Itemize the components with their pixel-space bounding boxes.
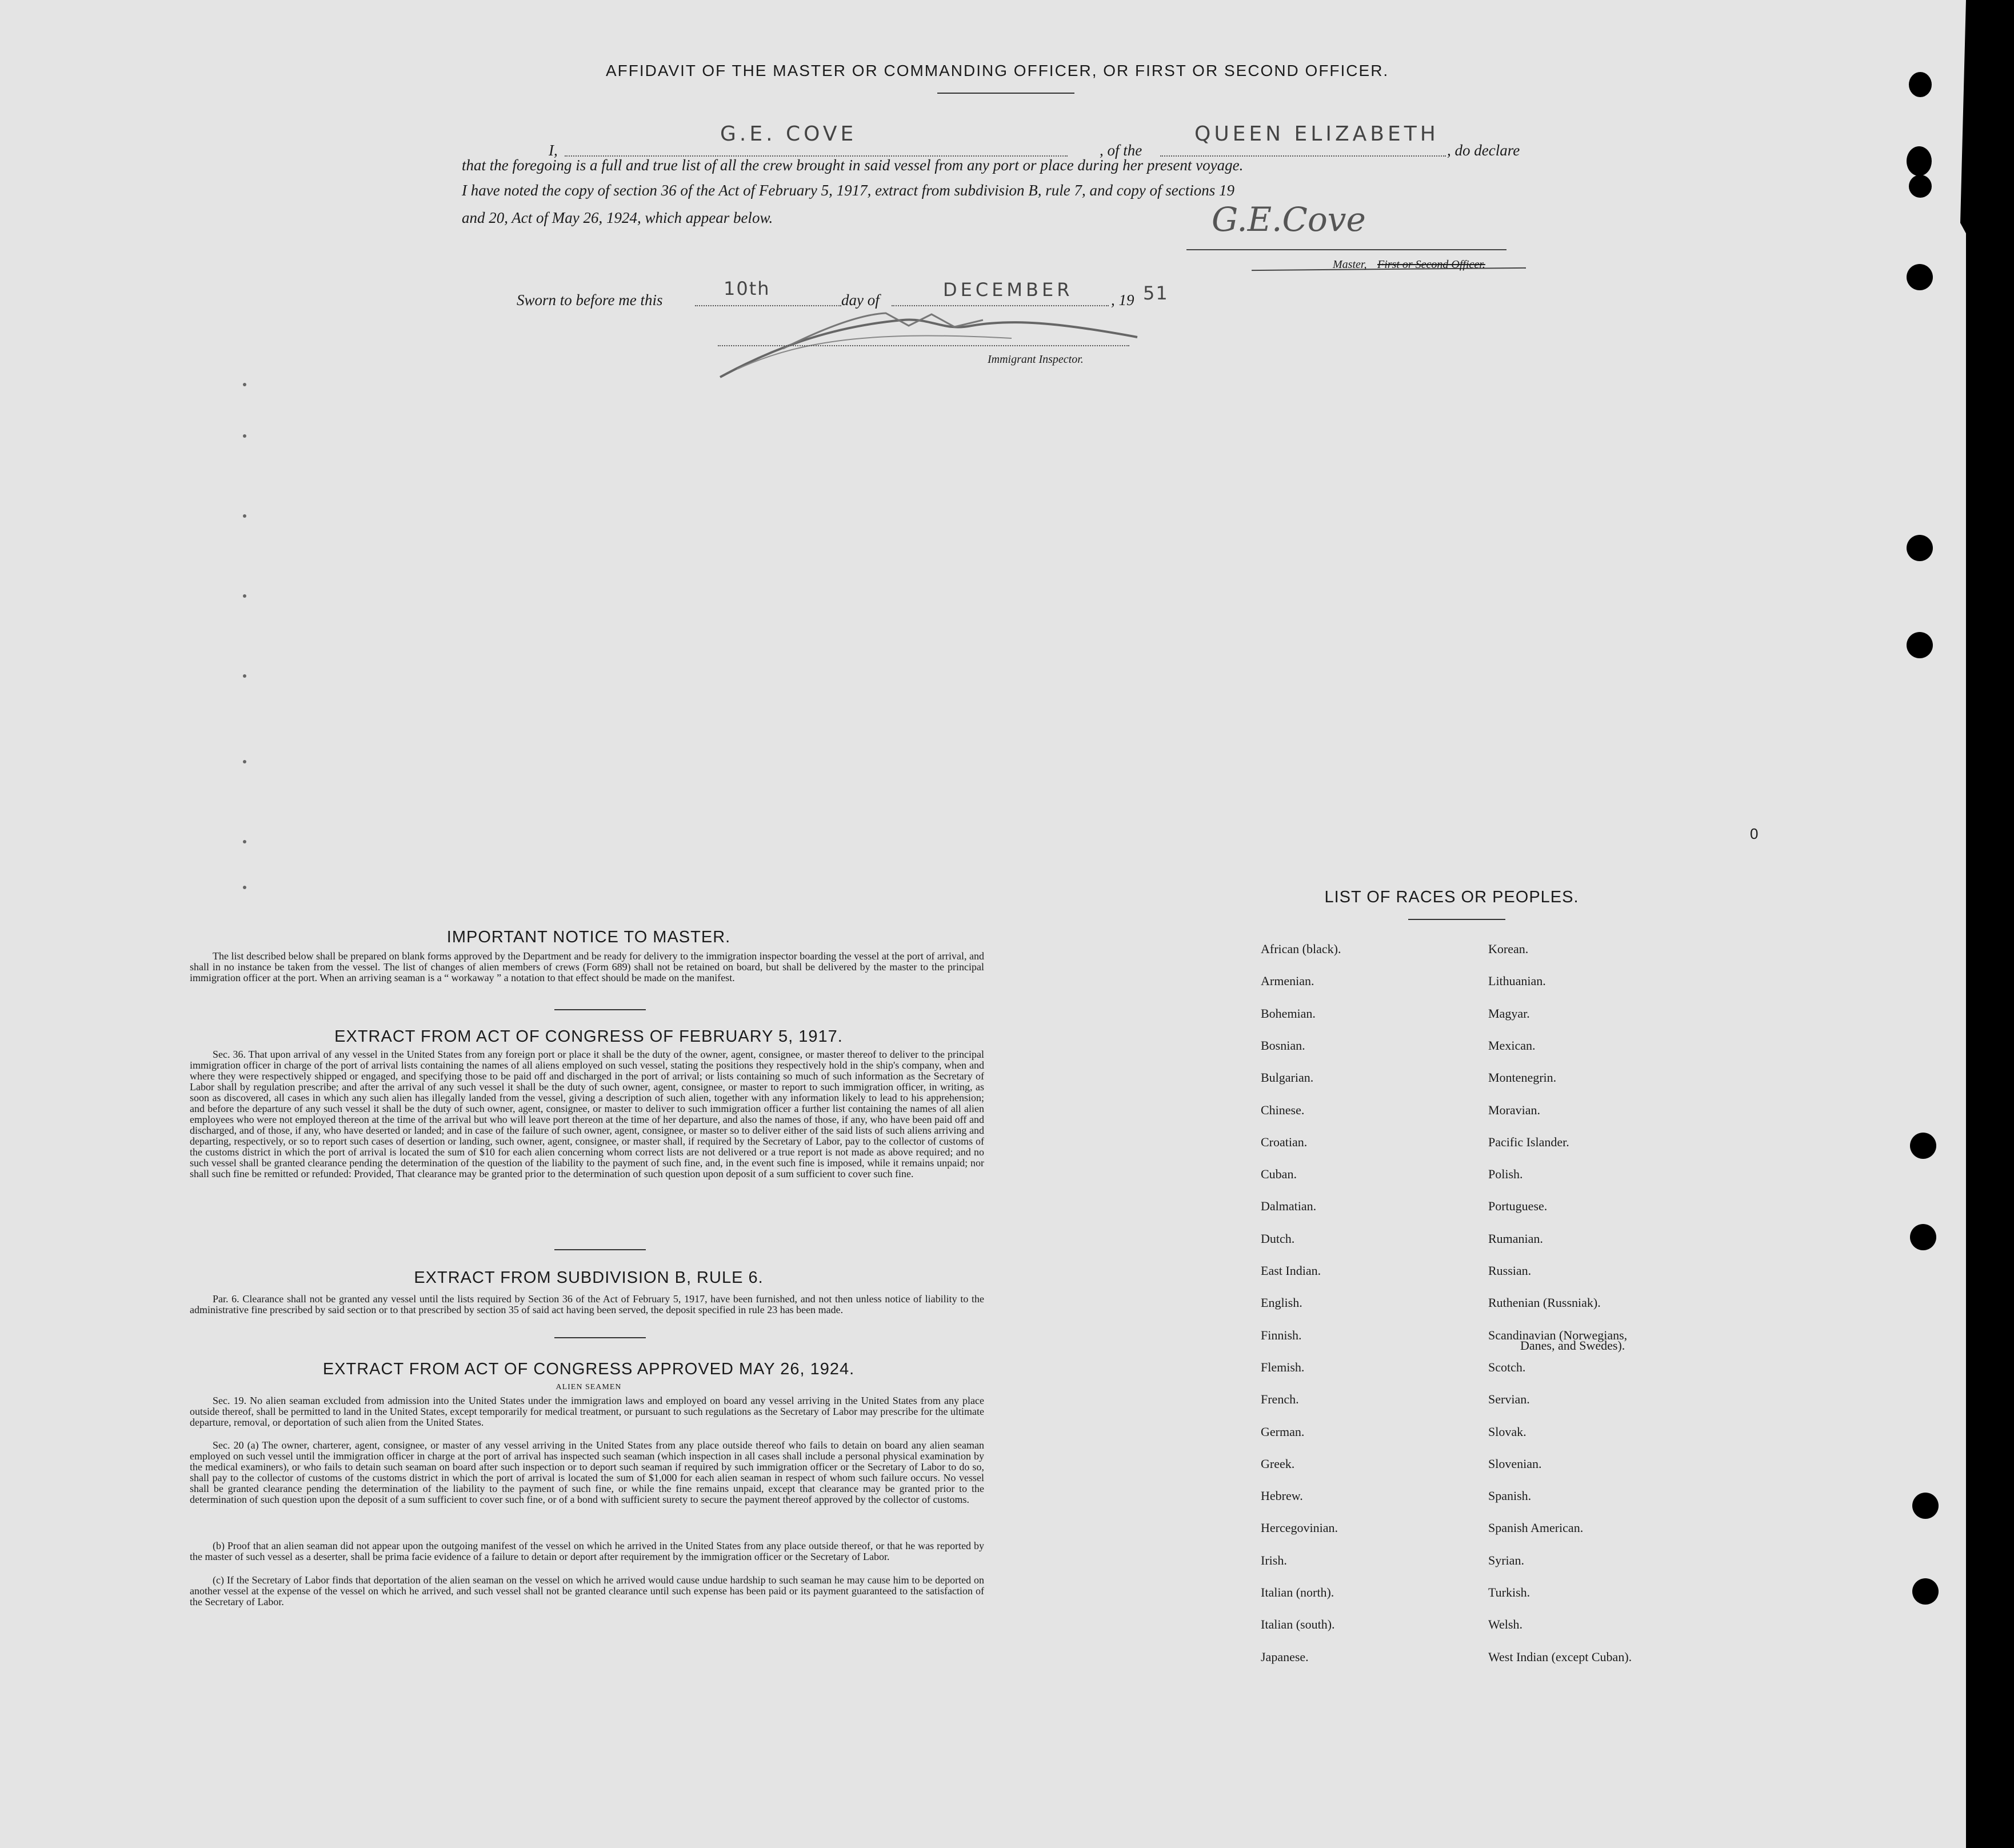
race-item: Moravian. bbox=[1488, 1102, 1541, 1117]
race-item: Dutch. bbox=[1261, 1231, 1295, 1246]
race-item: Dalmatian. bbox=[1261, 1199, 1317, 1214]
race-item: Korean. bbox=[1488, 942, 1529, 956]
sec-20b-text: (b) Proof that an alien seaman did not appear upon the outgoing manifest of the vessel on which he arrived in the United States from any place outside thereof, or that he was reported by the master of such vessel as a deserter, shall be prima facie evidence of a failure to detain or deport after requirement by the immigration officer or the Secretary of Labor. bbox=[190, 1540, 984, 1562]
race-item: Finnish. bbox=[1261, 1327, 1302, 1342]
race-item: Scotch. bbox=[1488, 1359, 1526, 1374]
punch-hole bbox=[1910, 1224, 1936, 1250]
race-item: Japanese. bbox=[1261, 1649, 1309, 1664]
races-title: LIST OF RACES OR PEOPLES. bbox=[1324, 888, 1579, 906]
year-field[interactable]: 51 bbox=[1143, 282, 1169, 304]
inspector-label: Immigrant Inspector. bbox=[988, 353, 1084, 366]
race-item: Chinese. bbox=[1261, 1102, 1305, 1117]
race-item: Russian. bbox=[1488, 1263, 1532, 1278]
sec-19-text: Sec. 19. No alien seaman excluded from admission into the United States under the immigration laws and employed on board any vessel arriving in the United States from any place outside thereof, shall be permitted to land in the United States, except temporarily for medical treatment, or pursuant to such regulations as the Secretary of Labor may prescribe for the ultimate departure, removal, or deportation of such alien from the United States. bbox=[190, 1395, 984, 1428]
race-item: Syrian. bbox=[1488, 1553, 1524, 1567]
sec-20a-text: Sec. 20 (a) The owner, charterer, agent, consignee, or master of any vessel arriving in the United States from any place outside thereof who fails to detain on board any alien seaman employed on such vessel until the immigration officer in charge at the port of arrival has inspected such seaman (which inspection in all cases shall include a personal physical examination by the medical examiners), or who fails to detain such seaman on board after such inspection or to deport such seaman if required by such immigration officer or the Secretary of Labor to do so, shall pay to the collector of customs of the customs district in which the port of arrival is located the sum of $1,000 for each alien seaman in respect of whom such failure occurs. No vessel shall be granted clearance pending the determination of the liability to the payment of such fine, or while the fine remains unpaid, except that clearance may be granted prior to the determination of such question upon the deposit of a sum sufficient to cover such fine, or of a bond with sufficient surety to secure the payment thereof approved by the collector of customs. bbox=[190, 1439, 984, 1505]
section-rule bbox=[554, 1337, 646, 1338]
day-of-label: day of bbox=[841, 291, 880, 309]
punch-hole bbox=[1907, 146, 1932, 176]
races-title-rule bbox=[1408, 919, 1505, 920]
race-item: Slovak. bbox=[1488, 1424, 1527, 1439]
i-label: I, bbox=[549, 142, 558, 159]
race-item: Hercegovinian. bbox=[1261, 1521, 1338, 1535]
vessel-name-field[interactable]: QUEEN ELIZABETH bbox=[1194, 122, 1439, 146]
race-item: Spanish. bbox=[1488, 1489, 1532, 1503]
sworn-label: Sworn to before me this bbox=[517, 291, 663, 309]
master-signature: G.E.Cove bbox=[1212, 200, 1366, 239]
inspector-line bbox=[718, 343, 1129, 346]
do-declare-label: , do declare bbox=[1447, 142, 1520, 159]
race-item: Mexican. bbox=[1488, 1038, 1536, 1053]
race-item: Croatian. bbox=[1261, 1134, 1308, 1149]
race-item: African (black). bbox=[1261, 942, 1341, 956]
margin-dot bbox=[243, 434, 246, 438]
race-item: Armenian. bbox=[1261, 974, 1314, 989]
race-item: Ruthenian (Russniak). bbox=[1488, 1295, 1601, 1310]
race-item: Turkish. bbox=[1488, 1585, 1531, 1599]
signature-line bbox=[1186, 249, 1506, 250]
race-item: Servian. bbox=[1488, 1392, 1530, 1407]
race-item: English. bbox=[1261, 1295, 1302, 1310]
race-item: Flemish. bbox=[1261, 1359, 1305, 1374]
race-item: Lithuanian. bbox=[1488, 974, 1546, 989]
sec-20c-text: (c) If the Secretary of Labor finds that deportation of the alien seaman on the vessel on which he arrived would cause undue hardship to such seaman he may cause him to be deported on another vessel at the expense of the vessel on which he arrived, and such vessel shall not be granted clearance until such expense has been paid or its payment guaranteed to the satisfaction of the Secretary of Labor. bbox=[190, 1574, 984, 1607]
affidavit-line-4: and 20, Act of May 26, 1924, which appear below. bbox=[462, 209, 773, 226]
race-item: Portuguese. bbox=[1488, 1199, 1548, 1214]
extract-1924-title: EXTRACT FROM ACT OF CONGRESS APPROVED MAY 26, 1924. bbox=[322, 1360, 855, 1378]
race-item: Cuban. bbox=[1261, 1167, 1297, 1182]
section-rule bbox=[554, 1249, 646, 1250]
master-name-field[interactable]: G.E. COVE bbox=[720, 122, 857, 146]
day-field[interactable]: 10th bbox=[724, 278, 770, 299]
race-item: Irish. bbox=[1261, 1553, 1287, 1567]
extract-1917-title: EXTRACT FROM ACT OF CONGRESS OF FEBRUARY 5, 1917. bbox=[334, 1027, 843, 1046]
punch-hole bbox=[1909, 72, 1932, 97]
affidavit-line-3: I have noted the copy of section 36 of the Act of February 5, 1917, extract from subdivision B, rule 7, and copy of sections 19 bbox=[462, 182, 1234, 199]
punch-hole bbox=[1907, 535, 1933, 561]
margin-dot bbox=[243, 840, 246, 843]
margin-dot bbox=[243, 760, 246, 763]
extract-1917-body: Sec. 36. That upon arrival of any vessel in the United States from any foreign port or place it shall be the duty of the owner, agent, consignee, or master thereof to deliver to the principal immigration officer in charge of the port of arrival lists containing the names of all aliens employed on such vessel, stating the positions they respectively hold in the ship's company, when and where they were respectively shipped or engaged, and specifying those to be paid off and discharged in the port of arrival; or lists containing so much of such information as the Secretary of Labor shall by regulation prescribe; and after the arrival of any such vessel it shall be the duty of such owner, agent, consignee, or master to report to such immigration officer, in writing, as soon as discovered, all cases in which any such alien has illegally landed from the vessel, giving a description of such alien, together with any information likely to lead to his apprehension; and before the departure of any such vessel it shall be the duty of such owner, agent, consignee, or master to deliver to such immigration officer a further list containing the names of all alien employees who were not employed thereon at the time of the arrival but who will leave port thereon at the time of her departure, and also the names of those, if any, who have been paid off and discharged, and of those, if any, who have deserted or landed; and in case of the failure of such owner, agent, consignee, or master so to deliver either of the said lists of such aliens arriving and departing, respectively, or so to report such cases of desertion or landing, such owner, agent, consignee, or master shall, if required by the Secretary of Labor, pay to the collector of customs of the customs district in which the port of arrival is located the sum of $10 for each alien concerning whom correct lists are not delivered or a true report is not made as above required; and no such vessel shall be granted clearance pending the determination of the question of the liability to the payment of such fine, and, in the event such fine is imposed, while it remains unpaid; nor shall such fine be remitted or refunded: Provided, That clearance may be granted prior to the determination of such question upon deposit of a sum sufficient to cover such fine. bbox=[190, 1049, 984, 1179]
section-rule bbox=[554, 1009, 646, 1010]
subdivision-title: EXTRACT FROM SUBDIVISION B, RULE 6. bbox=[414, 1269, 764, 1287]
margin-mark: 0 bbox=[1750, 825, 1759, 842]
extract-1924-subtitle: ALIEN SEAMEN bbox=[556, 1383, 622, 1391]
subdivision-body: Par. 6. Clearance shall not be granted any vessel until the lists required by Section 36 of the Act of February 5, 1917, have been furnished, and not then unless notice of liability to the administrative fine prescribed by said section or to that prescribed by section 35 of said act having been served, the deposit specified in rule 23 has been made. bbox=[190, 1293, 984, 1315]
race-item: Slovenian. bbox=[1488, 1456, 1542, 1471]
punch-hole bbox=[1909, 175, 1932, 198]
race-item: Bohemian. bbox=[1261, 1006, 1316, 1021]
race-item: Pacific Islander. bbox=[1488, 1134, 1569, 1149]
title-rule bbox=[937, 93, 1074, 94]
margin-dot bbox=[243, 383, 246, 386]
affidavit-title: AFFIDAVIT OF THE MASTER OR COMMANDING OFFICER, OR FIRST OR SECOND OFFICER. bbox=[606, 62, 1389, 79]
margin-dot bbox=[243, 886, 246, 889]
margin-dot bbox=[243, 594, 246, 598]
race-item: Italian (south). bbox=[1261, 1617, 1335, 1632]
race-item: Spanish American. bbox=[1488, 1521, 1584, 1535]
race-item: Welsh. bbox=[1488, 1617, 1523, 1632]
officer-label-struck: First or Second Officer. bbox=[1377, 258, 1485, 271]
race-item: Polish. bbox=[1488, 1167, 1523, 1182]
punch-hole bbox=[1912, 1493, 1939, 1519]
race-item: Bulgarian. bbox=[1261, 1070, 1314, 1085]
margin-dot bbox=[243, 514, 246, 518]
race-item: Hebrew. bbox=[1261, 1489, 1303, 1503]
race-item: Rumanian. bbox=[1488, 1231, 1543, 1246]
punch-hole bbox=[1907, 264, 1933, 290]
of-the-label: , of the bbox=[1100, 142, 1142, 159]
race-item: East Indian. bbox=[1261, 1263, 1321, 1278]
affidavit-line-2: that the foregoing is a full and true list of all the crew brought in said vessel from any port or place during her present voyage. bbox=[462, 157, 1244, 174]
race-item: Bosnian. bbox=[1261, 1038, 1305, 1053]
race-item: German. bbox=[1261, 1424, 1305, 1439]
year-prefix: , 19 bbox=[1111, 291, 1134, 309]
race-item: Montenegrin. bbox=[1488, 1070, 1557, 1085]
race-item: West Indian (except Cuban). bbox=[1488, 1649, 1632, 1664]
notice-body: The list described below shall be prepared on blank forms approved by the Department and be ready for delivery to the immigration inspector boarding the vessel at the port of arrival, and shall in no instance be taken from the vessel. The list of changes of alien members of crews (Form 689) shall not be retained on board, but shall be delivered by the master to the principal immigration officer at the port. When an arriving seaman is a “ workaway ” a notation to that effect should be made on the manifest. bbox=[190, 950, 984, 983]
race-item: Scandinavian (Norwegians, bbox=[1488, 1327, 1628, 1342]
race-item: French. bbox=[1261, 1392, 1299, 1407]
race-item: Greek. bbox=[1261, 1456, 1295, 1471]
master-label: Master, bbox=[1333, 258, 1367, 271]
punch-hole bbox=[1907, 632, 1933, 658]
race-item: Danes, and Swedes). bbox=[1520, 1338, 1625, 1353]
notice-title: IMPORTANT NOTICE TO MASTER. bbox=[446, 928, 731, 946]
punch-hole bbox=[1910, 1133, 1936, 1159]
month-field[interactable]: DECEMBER bbox=[943, 279, 1073, 301]
race-item: Italian (north). bbox=[1261, 1585, 1334, 1599]
punch-hole bbox=[1912, 1578, 1939, 1605]
race-item: Magyar. bbox=[1488, 1006, 1530, 1021]
margin-dot bbox=[243, 674, 246, 678]
